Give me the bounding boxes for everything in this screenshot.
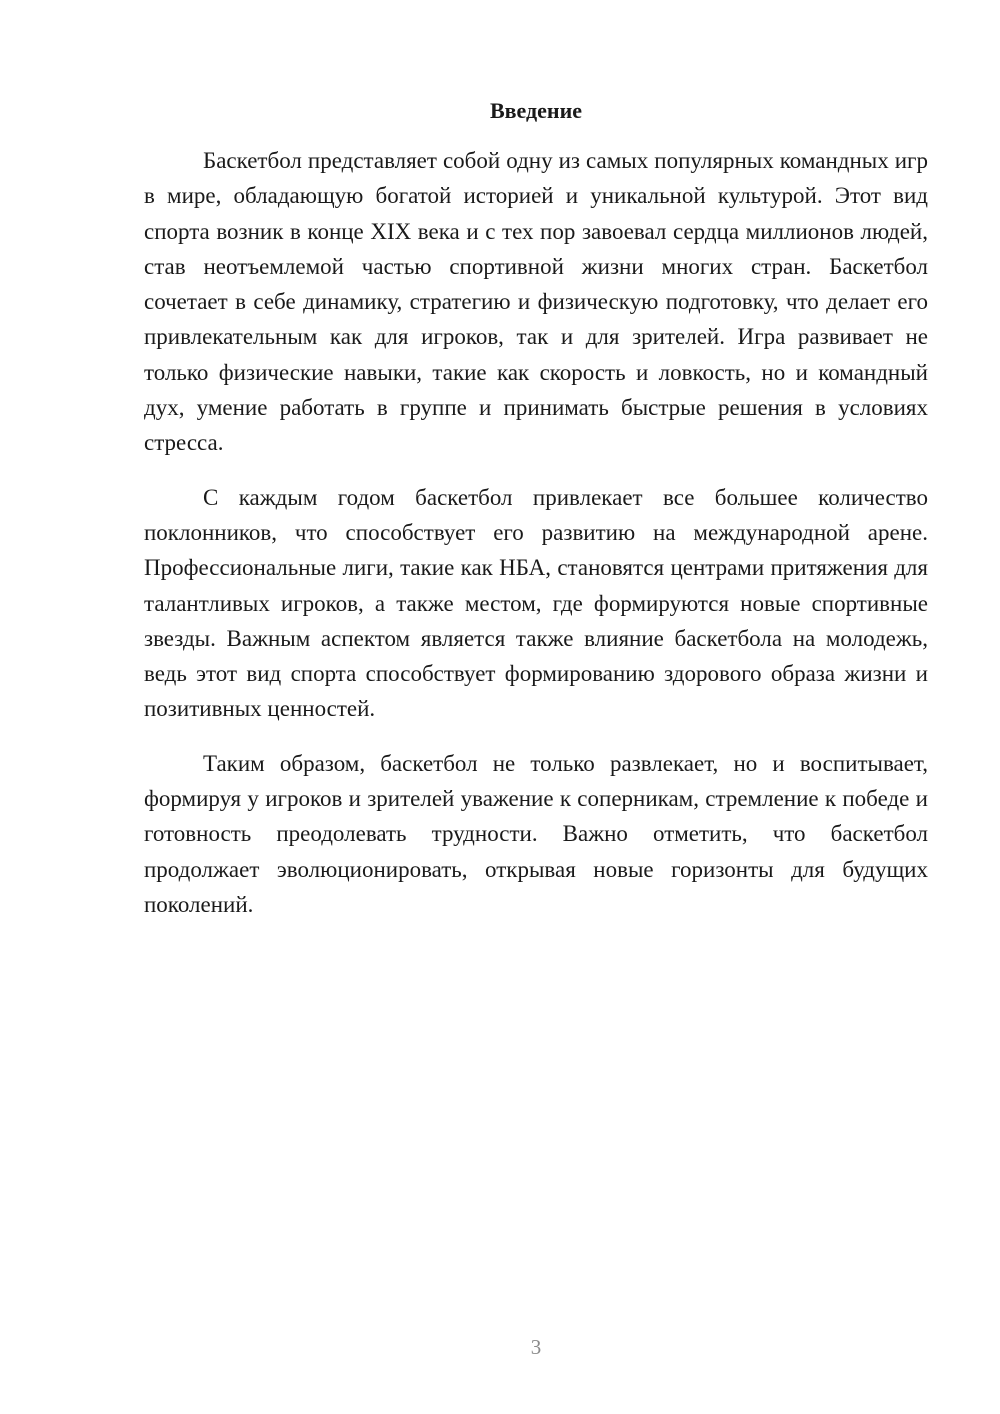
body-text — [144, 143, 928, 941]
page-number: 3 — [530, 1335, 542, 1359]
paragraph-1: Баскетбол представляет собой одну из самых популярных командных игр в мире, обладающую богатой историей и уникальной культурой. Этот вид спорта возник в конце XIX века и с тех пор завоевал сердца миллионов людей, став неотъемлемой частью спортивной жизни многих стран. Баскетбол сочетает в себе динамику, стратегию и физическую подготовку, что делает его привлекательным как для игроков, так и для зрителей. Игра развивает не только физические навыки, такие как скорость и ловкость, но и командный дух, умение работать в группе и принимать быстрые решения в условиях стресса. — [144, 148, 928, 456]
paragraph-3: Таким образом, баскетбол не только развлекает, но и воспитывает, формируя у игроков и зрителей уважение к соперникам, стремление к победе и готовность преодолевать трудности. Важно отметить, что баскетбол продолжает эволюционировать, открывая новые горизонты для будущих поколений. — [144, 750, 928, 917]
page-title: Введение — [489, 98, 583, 123]
paragraph-2: С каждым годом баскетбол привлекает все большее количество поклонников, что способствует его развитию на международной арене. Профессиональные лиги, такие как НБА, становятся центрами притяжения для талантливых игроков, а также местом, где формируются новые спортивные звезды. Важным аспектом является также влияние баскетбола на молодежь, ведь этот вид спорта способствует формированию здорового образа жизни и позитивных ценностей. — [144, 484, 928, 722]
